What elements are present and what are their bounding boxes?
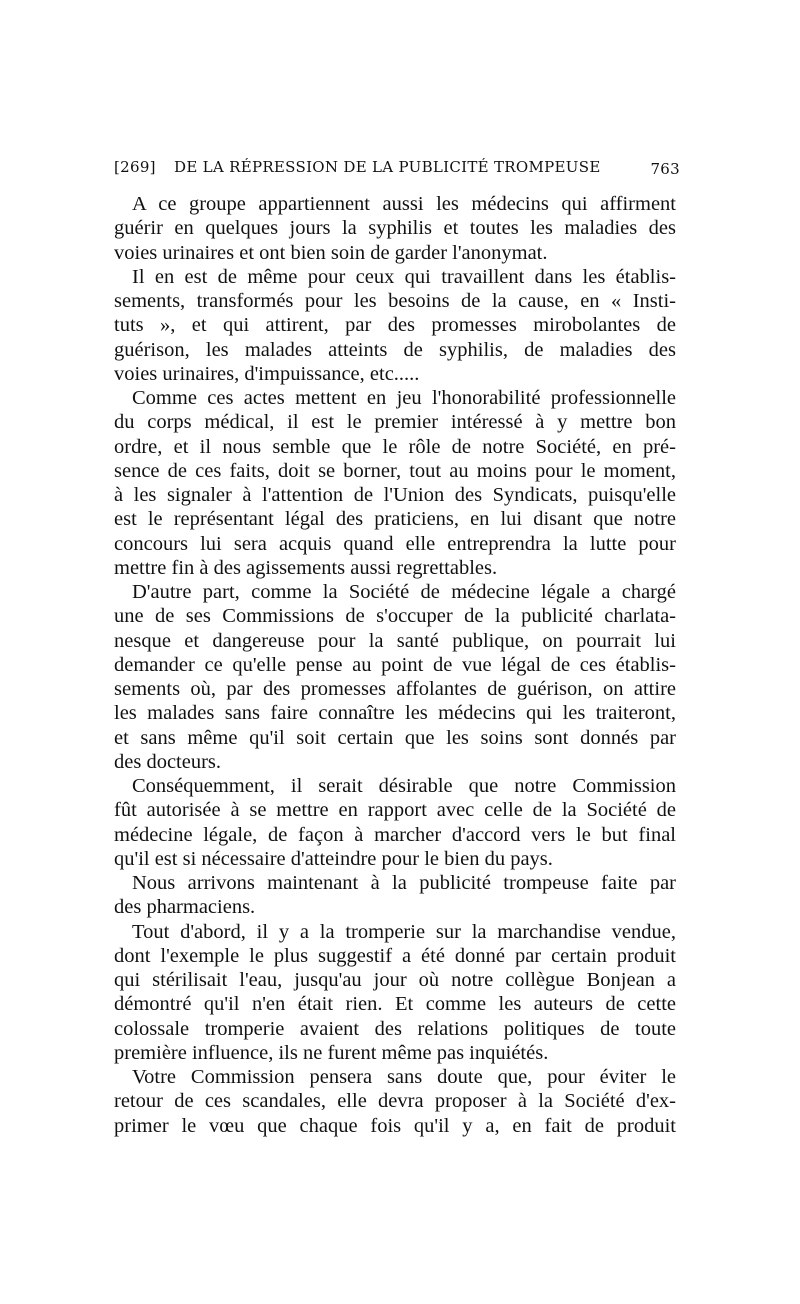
text-line: Votre Commission pensera sans doute que, pour éviter le	[132, 1066, 676, 1088]
text-line: médecine légale, de façon à marcher d'accord vers le but final	[114, 824, 676, 846]
text-line: D'autre part, comme la Société de médecine légale a chargé	[132, 581, 676, 603]
running-header	[114, 158, 680, 182]
text-line: et sans même qu'il soit certain que les soins sont donnés par	[114, 727, 676, 749]
text-line: première influence, ils ne furent même pas inquiétés.	[114, 1042, 549, 1064]
text-line: des docteurs.	[114, 751, 222, 773]
text-line: guérir en quelques jours la syphilis et toutes les maladies des	[114, 217, 676, 239]
text-line: sements, transformés pour les besoins de la cause, en « Insti-	[114, 290, 676, 312]
text-line: primer le vœu que chaque fois qu'il y a, en fait de produit	[114, 1115, 676, 1137]
text-line: une de ses Commissions de s'occuper de la publicité charlata-	[114, 605, 676, 627]
text-line: Tout d'abord, il y a la tromperie sur la marchandise vendue,	[132, 921, 676, 943]
text-line: fût autorisée à se mettre en rapport avec celle de la Société de	[114, 799, 676, 821]
text-line: Nous arrivons maintenant à la publicité trompeuse faite par	[132, 872, 676, 894]
running-title: DE LA RÉPRESSION DE LA PUBLICITÉ TROMPEUSE	[174, 158, 601, 176]
section-marker: [269]	[114, 158, 156, 176]
text-line: Il en est de même pour ceux qui travaillent dans les établis-	[132, 266, 676, 288]
text-line: guérison, les malades atteints de syphilis, de maladies des	[114, 339, 676, 361]
text-line: démontré qu'il n'en était rien. Et comme les auteurs de cette	[114, 993, 676, 1015]
text-line: voies urinaires et ont bien soin de garder l'anonymat.	[114, 242, 548, 264]
text-line: Comme ces actes mettent en jeu l'honorabilité professionnelle	[132, 387, 676, 409]
text-line: dont l'exemple le plus suggestif a été donné par certain produit	[114, 945, 676, 967]
text-line: tuts », et qui attirent, par des promesses mirobolantes de	[114, 314, 676, 336]
text-line: qui stérilisait l'eau, jusqu'au jour où notre collègue Bonjean a	[114, 969, 676, 991]
text-line: des pharmaciens.	[114, 896, 256, 918]
text-line: ordre, et il nous semble que le rôle de notre Société, en pré-	[114, 436, 676, 458]
text-line: concours lui sera acquis quand elle entreprendra la lutte pour	[114, 533, 676, 555]
page-number: 763	[650, 160, 680, 178]
text-line: à les signaler à l'attention de l'Union des Syndicats, puisqu'elle	[114, 484, 676, 506]
text-line: sements où, par des promesses affolantes de guérison, on attire	[114, 678, 676, 700]
text-line: A ce groupe appartiennent aussi les médecins qui affirment	[132, 193, 676, 215]
text-line: sence de ces faits, doit se borner, tout au moins pour le moment,	[114, 460, 676, 482]
text-line: les malades sans faire connaître les médecins qui les traiteront,	[114, 702, 676, 724]
text-line: Conséquemment, il serait désirable que notre Commission	[132, 775, 676, 797]
text-line: voies urinaires, d'impuissance, etc.....	[114, 363, 420, 385]
text-line: mettre fin à des agissements aussi regrettables.	[114, 557, 498, 579]
text-line: nesque et dangereuse pour la santé publique, on pourrait lui	[114, 630, 676, 652]
text-line: qu'il est si nécessaire d'atteindre pour le bien du pays.	[114, 848, 553, 870]
text-line: est le représentant légal des praticiens, en lui disant que notre	[114, 508, 676, 530]
text-line: demander ce qu'elle pense au point de vue légal de ces établis-	[114, 654, 676, 676]
text-line: du corps médical, il est le premier intéressé à y mettre bon	[114, 411, 676, 433]
text-line: colossale tromperie avaient des relations politiques de toute	[114, 1018, 676, 1040]
text-line: retour de ces scandales, elle devra proposer à la Société d'ex-	[114, 1090, 676, 1112]
